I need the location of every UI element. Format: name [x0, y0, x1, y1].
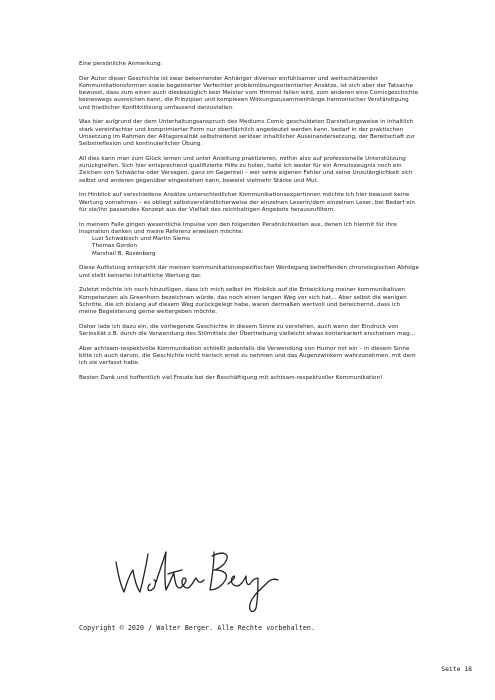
paragraph-1: Der Autor dieser Geschichte ist zwar bekennender Anhänger diverser einfühlsamer und wertschätzender Kommunikationsformen sowie begeisterter Verfechter problemlösungsorientierter Ansätze, ist sich aber der Tatsache bewusst, dass zum einen auch diesbezüglich kein Meister vom Himmel fallen wird, zum anderen eine Comicgeschichte keineswegs ausreichen kann, die Prinzipien und komplexen Wirkungszusammenhänge harmonischer Verständigung und friedlicher Konfliktlösung umfassend darzustellen. [79, 75, 419, 111]
paragraph-7: Zuletzt möchte ich noch hinzufügen, dass ich mich selbst im Hinblick auf die Entwicklung meiner kommunikativen Kompetenzen als Greenhorn bezeichnen würde, das noch einen langen Weg vor sich hat... Aber selbst die wenigen Schritte, die ich bislang auf diesem Weg zurückgelegt habe, waren dermaßen wertvoll und bereichernd, dass ich meine Begeisterung gerne weitergeben möchte. [79, 287, 407, 316]
copyright-notice: Copyright © 2020 / Walter Berger. Alle Rechte vorbehalten. [79, 624, 316, 632]
person-item: Thomas Gordon [92, 243, 138, 250]
paragraph-9: Aber achtsam-respektvolle Kommunikation schließt jedenfalls die Verwendung von Humor mit ein – in diesem Sinne bitte ich auch darum, die Geschichte nicht tierisch ernst zu nehmen und das Augenzwinkern wahrzunehmen, mit dem ich sie verfasst habe. [79, 345, 416, 367]
closing-line: Besten Dank und hoffentlich viel Freude bei der Beschäftigung mit achtsam-respektvoller Kommunikation! [79, 374, 383, 381]
paragraph-3: All dies kann man zum Glück lernen und unter Anleitung praktizieren, mithin also auf professionelle Unterstützung zurückgreifen. Sich hier entsprechend qualifizierte Hilfe zu holen, halte ich weder für ein Armutszeugnis noch ein Zeichen von Schwäche oder Versagen, ganz im Gegenteil – wer seine eigenen Fehler und seine Unzulänglichkeit sich selbst und anderen gegenüber eingestehen kann, beweist vielmehr Stärke und Mut. [79, 155, 413, 184]
paragraph-4: Im Hinblick auf verschiedene Ansätze unterschiedlicher Kommunikationsexpertinnen möchte ich hier bewusst keine Wertung vornehmen – es obliegt selbstverständlicherweise der einzelnen Leserin/dem einzelnen Leser, bei Bedarf ein für sie/ihn passendes Konzept aus der Vielfalt des reichhaltigen Angebots herauszufiltern. [79, 192, 415, 213]
paragraph-6: Diese Auflistung entspricht der meinen kommunikationsspezifischen Werdegang betreffenden chronologischen Abfolge und stellt keinerlei inhaltliche Wertung dar. [79, 265, 419, 279]
paragraph-2: Was hier aufgrund der dem Unterhaltungsanspruch des Mediums Comic geschuldeten Darstellungsweise in inhaltlich stark vereinfachter und komprimierter Form nur oberflächlich angedeutet werden kann, bedarf in der praktischen Umsetzung im Rahmen der Alltagsrealität selbstredend seriöser inhaltlicher Auseinandersetzung, der Bereitschaft zur Selbstreflexion und kontinuierlicher Übung. [79, 119, 416, 148]
paragraph-8: Daher lade ich dazu ein, die vorliegende Geschichte in diesem Sinne zu verstehen, auch wenn der Eindruck von Seriosität z.B. durch die Verwendung des Stilmittels der Übertreibung vielleicht etwas konterkariert erscheinen mag... [79, 323, 416, 337]
text-body [79, 61, 419, 389]
paragraph-5: In meinem Falle gingen wesentliche Impulse von den folgenden Persönlichkeiten aus, denen ich hiermit für ihre Inspiration danken und meine Referenz erweisen möchte: [79, 221, 397, 235]
page-number: Seite 18 [441, 665, 472, 673]
person-item: Marshall B. Rosenberg [92, 250, 156, 257]
person-item: Luzi Schwäbisch und Martin Siems [92, 236, 190, 243]
person-list [79, 236, 419, 258]
intro-line: Eine persönliche Anmerkung: [79, 61, 163, 67]
handwritten-signature [112, 544, 282, 616]
